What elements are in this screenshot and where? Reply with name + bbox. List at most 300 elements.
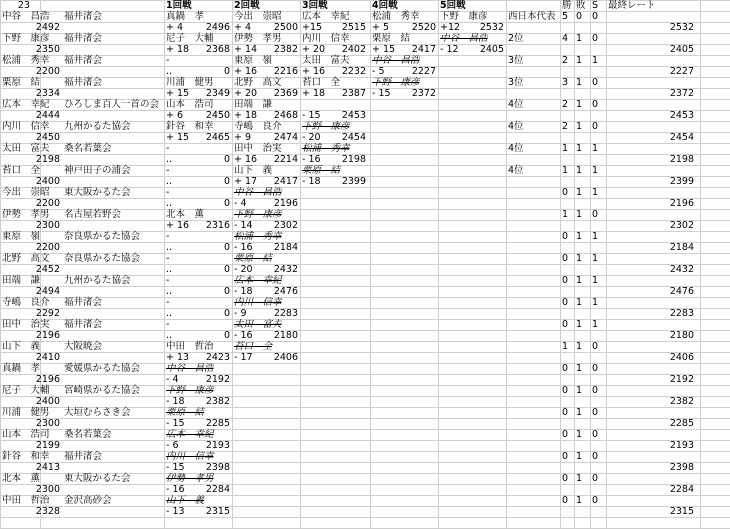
player-wins[interactable]: 4 [562, 33, 569, 44]
player-rating[interactable]: 2328 [35, 506, 60, 517]
player-name[interactable]: 下野 康彦 [2, 33, 50, 44]
match-rating[interactable]: 2454 [341, 132, 366, 143]
match-rating[interactable]: 2465 [205, 132, 230, 143]
player-place[interactable]: 4位 [508, 121, 524, 132]
player-rating[interactable]: 2196 [35, 330, 60, 341]
match-opponent[interactable]: 北本 薫 [166, 209, 205, 220]
match-opponent[interactable]: 苔口 全 [302, 77, 341, 88]
player-name[interactable]: 伊勢 孝男 [2, 209, 50, 220]
match-opponent[interactable]: 松浦 秀幸 [302, 143, 350, 154]
player-losses[interactable]: 1 [576, 385, 583, 396]
player-rating[interactable]: 2350 [35, 44, 60, 55]
match-delta[interactable]: + 18 [234, 110, 258, 121]
match-opponent[interactable]: 広本 幸紀 [234, 275, 282, 286]
match-rating[interactable]: 2450 [205, 110, 230, 121]
player-wins[interactable]: 0 [562, 187, 569, 198]
player-final-rate[interactable]: 2283 [669, 308, 694, 319]
header-s[interactable]: S [592, 0, 599, 11]
match-opponent[interactable]: 尼子 大輔 [166, 33, 214, 44]
match-delta[interactable]: + 20 [234, 88, 258, 99]
match-opponent[interactable]: 太田 富夫 [302, 55, 350, 66]
match-rating[interactable]: 2476 [273, 286, 298, 297]
player-club[interactable]: 福井渚会 [64, 297, 103, 308]
player-wins[interactable]: 0 [562, 231, 569, 242]
player-losses[interactable]: 1 [576, 363, 583, 374]
player-s[interactable]: 0 [592, 473, 599, 484]
match-rating[interactable]: 2453 [341, 110, 366, 121]
player-final-rate[interactable]: 2398 [669, 462, 694, 473]
match-rating[interactable]: 0 [223, 66, 230, 77]
match-delta[interactable]: + 14 [234, 44, 258, 55]
match-delta[interactable]: - 16 [234, 242, 253, 253]
match-opponent[interactable]: 中谷 昌浩 [440, 33, 488, 44]
header-round-3[interactable]: 3回戦 [302, 0, 328, 11]
match-rating[interactable]: 0 [223, 242, 230, 253]
match-opponent[interactable]: 中谷 昌浩 [234, 187, 282, 198]
match-delta[interactable]: + 9 [234, 132, 252, 143]
player-club[interactable]: 大阪暁会 [64, 341, 103, 352]
player-wins[interactable]: 2 [562, 121, 569, 132]
match-rating[interactable]: 2520 [411, 22, 436, 33]
match-rating[interactable]: 2180 [273, 330, 298, 341]
match-rating[interactable]: 2216 [273, 66, 298, 77]
match-opponent[interactable]: 下野 康彦 [166, 385, 214, 396]
match-rating[interactable]: 2515 [341, 22, 366, 33]
player-wins[interactable]: 1 [562, 209, 569, 220]
player-place[interactable]: 4位 [508, 143, 524, 154]
player-rating[interactable]: 2494 [35, 286, 60, 297]
match-opponent[interactable]: 真鍋 孝 [166, 11, 205, 22]
player-final-rate[interactable]: 2382 [669, 396, 694, 407]
player-losses[interactable]: 1 [576, 55, 583, 66]
match-opponent[interactable]: - [166, 253, 170, 264]
match-rating[interactable]: 2474 [273, 132, 298, 143]
match-opponent[interactable]: 苔口 全 [234, 341, 273, 352]
player-place[interactable]: 3位 [508, 77, 524, 88]
player-rating[interactable]: 2444 [35, 110, 60, 121]
player-rating[interactable]: 2400 [35, 396, 60, 407]
player-s[interactable]: 0 [592, 495, 599, 506]
player-s[interactable]: 0 [592, 121, 599, 132]
player-s[interactable]: 1 [592, 187, 599, 198]
player-s[interactable]: 1 [592, 143, 599, 154]
match-delta[interactable]: - 15 [302, 110, 321, 121]
player-losses[interactable]: 1 [576, 99, 583, 110]
player-club[interactable]: 神戸田子の浦会 [64, 165, 131, 176]
player-name[interactable]: 寺嶋 良介 [2, 297, 50, 308]
player-rating[interactable]: 2413 [35, 462, 60, 473]
match-rating[interactable]: 2405 [479, 44, 504, 55]
header-losses[interactable]: 敗 [576, 0, 586, 11]
match-rating[interactable]: 0 [223, 198, 230, 209]
match-delta[interactable]: - 18 [234, 286, 253, 297]
player-losses[interactable]: 1 [576, 341, 583, 352]
match-delta[interactable]: + 20 [302, 44, 326, 55]
match-rating[interactable]: 2283 [273, 308, 298, 319]
match-delta[interactable]: + 5 [372, 22, 390, 33]
player-s[interactable]: 0 [592, 99, 599, 110]
player-final-rate[interactable]: 2285 [669, 418, 694, 429]
player-name[interactable]: 山下 義 [2, 341, 41, 352]
player-club[interactable]: 金沢高砂会 [64, 495, 112, 506]
match-rating[interactable]: 2193 [205, 440, 230, 451]
match-delta[interactable]: - 20 [302, 132, 321, 143]
player-name[interactable]: 内川 信幸 [2, 121, 50, 132]
match-delta[interactable]: +12 [440, 22, 461, 33]
match-delta[interactable]: + 18 [302, 88, 326, 99]
player-wins[interactable]: 1 [562, 165, 569, 176]
player-wins[interactable]: 5 [562, 11, 569, 22]
match-delta[interactable]: - 16 [166, 484, 185, 495]
match-delta[interactable]: .. [166, 66, 173, 77]
player-name[interactable]: 針谷 和幸 [2, 451, 50, 462]
match-opponent[interactable]: 針谷 和幸 [166, 121, 214, 132]
match-opponent[interactable]: 内川 信幸 [166, 451, 214, 462]
match-rating[interactable]: 0 [223, 330, 230, 341]
player-final-rate[interactable]: 2453 [669, 110, 694, 121]
player-s[interactable]: 0 [592, 363, 599, 374]
player-name[interactable]: 田中 治実 [2, 319, 50, 330]
player-losses[interactable]: 1 [576, 33, 583, 44]
match-rating[interactable]: 2382 [205, 396, 230, 407]
match-delta[interactable]: - 16 [302, 154, 321, 165]
player-name[interactable]: 田端 謙 [2, 275, 41, 286]
match-opponent[interactable]: 山下 義 [234, 165, 273, 176]
player-losses[interactable]: 1 [576, 143, 583, 154]
match-rating[interactable]: 2399 [341, 176, 366, 187]
match-delta[interactable]: + 4 [166, 22, 184, 33]
match-delta[interactable]: .. [166, 154, 173, 165]
match-opponent[interactable]: 北野 高文 [234, 77, 282, 88]
match-opponent[interactable]: - [166, 55, 170, 66]
player-final-rate[interactable]: 2302 [669, 220, 694, 231]
player-club[interactable]: 福井渚会 [64, 33, 103, 44]
player-losses[interactable]: 1 [576, 231, 583, 242]
match-opponent[interactable]: 栗原 結 [166, 407, 205, 418]
player-final-rate[interactable]: 2315 [669, 506, 694, 517]
player-wins[interactable]: 0 [562, 429, 569, 440]
match-delta[interactable]: - 14 [234, 220, 253, 231]
match-rating[interactable]: 2387 [341, 88, 366, 99]
player-s[interactable]: 0 [592, 11, 599, 22]
player-final-rate[interactable]: 2372 [669, 88, 694, 99]
match-opponent[interactable]: - [166, 297, 170, 308]
match-delta[interactable]: - 6 [166, 440, 179, 451]
match-delta[interactable]: + 15 [166, 88, 190, 99]
player-wins[interactable]: 0 [562, 451, 569, 462]
player-rating[interactable]: 2199 [35, 440, 60, 451]
match-delta[interactable]: - 15 [166, 418, 185, 429]
player-club[interactable]: 名古屋若野会 [64, 209, 122, 220]
match-opponent[interactable]: 東原 嶺 [234, 55, 273, 66]
header-round-1[interactable]: 1回戦 [166, 0, 192, 11]
match-delta[interactable]: - 5 [372, 66, 385, 77]
match-delta[interactable]: + 15 [372, 44, 396, 55]
player-rating[interactable]: 2492 [35, 22, 60, 33]
player-s[interactable]: 0 [592, 429, 599, 440]
player-club[interactable]: 奈良県かるた協会 [64, 231, 141, 242]
header-round-4[interactable]: 4回戦 [372, 0, 398, 11]
match-rating[interactable]: 2214 [273, 154, 298, 165]
player-wins[interactable]: 0 [562, 275, 569, 286]
player-rating[interactable]: 2200 [35, 66, 60, 77]
match-delta[interactable]: + 15 [166, 132, 190, 143]
match-opponent[interactable]: 内川 信幸 [234, 297, 282, 308]
match-delta[interactable]: + 17 [234, 176, 258, 187]
player-final-rate[interactable]: 2284 [669, 484, 694, 495]
match-rating[interactable]: 2402 [341, 44, 366, 55]
player-wins[interactable]: 1 [562, 341, 569, 352]
match-rating[interactable]: 2315 [205, 506, 230, 517]
match-delta[interactable]: - 18 [302, 176, 321, 187]
player-final-rate[interactable]: 2192 [669, 374, 694, 385]
match-delta[interactable]: + 13 [166, 352, 190, 363]
match-opponent[interactable]: 伊勢 孝男 [166, 473, 214, 484]
match-rating[interactable]: 2372 [411, 88, 436, 99]
player-name[interactable]: 東原 嶺 [2, 231, 41, 242]
match-rating[interactable]: 2184 [273, 242, 298, 253]
player-club[interactable]: 福井渚会 [64, 55, 103, 66]
match-opponent[interactable]: 下野 康彦 [302, 121, 350, 132]
match-delta[interactable]: + 6 [166, 110, 184, 121]
player-rating[interactable]: 2452 [35, 264, 60, 275]
player-club[interactable]: 九州かるた協会 [64, 275, 131, 286]
match-rating[interactable]: 0 [223, 308, 230, 319]
match-delta[interactable]: .. [166, 308, 173, 319]
match-rating[interactable]: 2227 [411, 66, 436, 77]
player-club[interactable]: 奈良県かるた協会 [64, 253, 141, 264]
player-place[interactable]: 4位 [508, 99, 524, 110]
player-losses[interactable]: 1 [576, 407, 583, 418]
match-opponent[interactable]: 下野 康彦 [440, 11, 488, 22]
match-rating[interactable]: 2417 [273, 176, 298, 187]
player-rating[interactable]: 2200 [35, 198, 60, 209]
match-delta[interactable]: + 16 [302, 66, 326, 77]
player-place[interactable]: 3位 [508, 55, 524, 66]
match-rating[interactable]: 2406 [273, 352, 298, 363]
match-delta[interactable]: - 9 [234, 308, 247, 319]
player-s[interactable]: 1 [592, 55, 599, 66]
player-rating[interactable]: 2198 [35, 154, 60, 165]
match-rating[interactable]: 2192 [205, 374, 230, 385]
header-number[interactable]: 23 [17, 0, 30, 11]
player-final-rate[interactable]: 2405 [669, 44, 694, 55]
player-losses[interactable]: 1 [576, 165, 583, 176]
match-delta[interactable]: .. [166, 264, 173, 275]
match-delta[interactable]: + 16 [234, 154, 258, 165]
player-s[interactable]: 0 [592, 77, 599, 88]
player-losses[interactable]: 0 [576, 11, 583, 22]
player-s[interactable]: 1 [592, 275, 599, 286]
match-delta[interactable]: - 4 [234, 198, 247, 209]
player-name[interactable]: 松浦 秀幸 [2, 55, 50, 66]
match-opponent[interactable]: 山本 浩司 [166, 99, 214, 110]
match-rating[interactable]: 2284 [205, 484, 230, 495]
header-round-2[interactable]: 2回戦 [234, 0, 260, 11]
player-rating[interactable]: 2300 [35, 484, 60, 495]
match-opponent[interactable]: 広本 幸紀 [166, 429, 214, 440]
player-losses[interactable]: 1 [576, 473, 583, 484]
player-final-rate[interactable]: 2454 [669, 132, 694, 143]
player-wins[interactable]: 0 [562, 253, 569, 264]
player-club[interactable]: 大垣むらさき会 [64, 407, 131, 418]
match-opponent[interactable]: 下野 康彦 [234, 209, 282, 220]
player-name[interactable]: 太田 富夫 [2, 143, 50, 154]
match-opponent[interactable]: 中谷 昌浩 [166, 363, 214, 374]
player-rating[interactable]: 2200 [35, 242, 60, 253]
match-opponent[interactable]: 中田 哲治 [166, 341, 214, 352]
player-name[interactable]: 苔口 全 [2, 165, 41, 176]
player-s[interactable]: 1 [592, 297, 599, 308]
match-opponent[interactable]: 川浦 健男 [166, 77, 214, 88]
match-rating[interactable]: 2369 [273, 88, 298, 99]
match-rating[interactable]: 2232 [341, 66, 366, 77]
player-s[interactable]: 1 [592, 319, 599, 330]
player-rating[interactable]: 2450 [35, 132, 60, 143]
player-wins[interactable]: 0 [562, 363, 569, 374]
player-s[interactable]: 0 [592, 407, 599, 418]
match-delta[interactable]: - 18 [166, 396, 185, 407]
match-opponent[interactable]: 中谷 昌浩 [372, 55, 420, 66]
player-losses[interactable]: 1 [576, 319, 583, 330]
player-wins[interactable]: 1 [562, 143, 569, 154]
player-club[interactable]: 福井渚会 [64, 451, 103, 462]
player-rating[interactable]: 2410 [35, 352, 60, 363]
player-final-rate[interactable]: 2227 [669, 66, 694, 77]
match-opponent[interactable]: 松浦 秀幸 [372, 11, 420, 22]
player-s[interactable]: 1 [592, 253, 599, 264]
player-s[interactable]: 0 [592, 33, 599, 44]
match-rating[interactable]: 2382 [273, 44, 298, 55]
player-final-rate[interactable]: 2399 [669, 176, 694, 187]
match-delta[interactable]: .. [166, 176, 173, 187]
player-losses[interactable]: 1 [576, 297, 583, 308]
match-opponent[interactable]: 今出 崇昭 [234, 11, 282, 22]
match-rating[interactable]: 2302 [273, 220, 298, 231]
player-wins[interactable]: 0 [562, 319, 569, 330]
match-opponent[interactable]: 下野 康彦 [372, 77, 420, 88]
match-rating[interactable]: 2196 [273, 198, 298, 209]
player-losses[interactable]: 1 [576, 253, 583, 264]
player-name[interactable]: 川浦 健男 [2, 407, 50, 418]
match-opponent[interactable]: - [166, 187, 170, 198]
match-rating[interactable]: 2316 [205, 220, 230, 231]
player-place[interactable]: 西日本代表 [508, 11, 556, 22]
player-club[interactable]: 東大阪かるた会 [64, 187, 131, 198]
match-opponent[interactable]: - [166, 319, 170, 330]
match-rating[interactable]: 2496 [205, 22, 230, 33]
player-final-rate[interactable]: 2196 [669, 198, 694, 209]
match-delta[interactable]: .. [166, 242, 173, 253]
player-final-rate[interactable]: 2180 [669, 330, 694, 341]
match-delta[interactable]: +15 [302, 22, 323, 33]
player-final-rate[interactable]: 2476 [669, 286, 694, 297]
player-losses[interactable]: 1 [576, 451, 583, 462]
player-losses[interactable]: 1 [576, 275, 583, 286]
match-delta[interactable]: + 4 [234, 22, 252, 33]
match-delta[interactable]: - 12 [440, 44, 459, 55]
player-final-rate[interactable]: 2532 [669, 22, 694, 33]
player-s[interactable]: 0 [592, 385, 599, 396]
player-s[interactable]: 0 [592, 341, 599, 352]
player-club[interactable]: 東大阪かるた会 [64, 473, 131, 484]
match-delta[interactable]: .. [166, 330, 173, 341]
player-losses[interactable]: 1 [576, 495, 583, 506]
player-wins[interactable]: 2 [562, 55, 569, 66]
match-delta[interactable]: - 15 [372, 88, 391, 99]
match-rating[interactable]: 0 [223, 286, 230, 297]
match-opponent[interactable]: 寺嶋 良介 [234, 121, 282, 132]
match-opponent[interactable]: - [166, 165, 170, 176]
player-wins[interactable]: 0 [562, 495, 569, 506]
header-final-rate[interactable]: 最終レート [608, 0, 656, 11]
player-club[interactable]: 福井渚会 [64, 319, 103, 330]
match-delta[interactable]: + 18 [166, 44, 190, 55]
player-club[interactable]: 桑名若葉会 [64, 429, 112, 440]
player-name[interactable]: 今出 崇昭 [2, 187, 50, 198]
match-opponent[interactable]: 松浦 秀幸 [234, 231, 282, 242]
match-opponent[interactable]: 伊勢 孝男 [234, 33, 282, 44]
match-opponent[interactable]: 田中 治実 [234, 143, 282, 154]
player-losses[interactable]: 1 [576, 121, 583, 132]
player-rating[interactable]: 2292 [35, 308, 60, 319]
match-delta[interactable]: - 16 [234, 330, 253, 341]
match-rating[interactable]: 0 [223, 154, 230, 165]
player-s[interactable]: 0 [592, 209, 599, 220]
player-club[interactable]: 福井渚会 [64, 77, 103, 88]
match-opponent[interactable]: 栗原 結 [234, 253, 273, 264]
match-rating[interactable]: 2423 [205, 352, 230, 363]
player-place[interactable]: 2位 [508, 33, 524, 44]
match-opponent[interactable]: 山下 義 [166, 495, 205, 506]
match-delta[interactable]: - 17 [234, 352, 253, 363]
match-delta[interactable]: + 16 [234, 66, 258, 77]
player-club[interactable]: 九州かるた協会 [64, 121, 131, 132]
player-rating[interactable]: 2300 [35, 220, 60, 231]
match-delta[interactable]: - 15 [166, 462, 185, 473]
match-rating[interactable]: 2349 [205, 88, 230, 99]
header-wins[interactable]: 勝 [562, 0, 572, 11]
player-name[interactable]: 尼子 大輔 [2, 385, 50, 396]
match-opponent[interactable]: - [166, 231, 170, 242]
player-rating[interactable]: 2196 [35, 374, 60, 385]
player-final-rate[interactable]: 2198 [669, 154, 694, 165]
match-opponent[interactable]: 栗原 結 [302, 165, 341, 176]
player-wins[interactable]: 3 [562, 77, 569, 88]
player-name[interactable]: 中谷 昌浩 [2, 11, 50, 22]
match-opponent[interactable]: 広本 幸紀 [302, 11, 350, 22]
player-club[interactable]: 宮崎県かるた協会 [64, 385, 141, 396]
player-losses[interactable]: 1 [576, 77, 583, 88]
player-final-rate[interactable]: 2184 [669, 242, 694, 253]
match-delta[interactable]: - 20 [234, 264, 253, 275]
player-s[interactable]: 1 [592, 165, 599, 176]
match-rating[interactable]: 2500 [273, 22, 298, 33]
match-rating[interactable]: 2532 [479, 22, 504, 33]
match-delta[interactable]: - 13 [166, 506, 185, 517]
player-rating[interactable]: 2334 [35, 88, 60, 99]
player-name[interactable]: 栗原 結 [2, 77, 41, 88]
match-opponent[interactable]: 田端 謙 [234, 99, 273, 110]
match-rating[interactable]: 2285 [205, 418, 230, 429]
player-rating[interactable]: 2300 [35, 418, 60, 429]
player-losses[interactable]: 1 [576, 429, 583, 440]
player-wins[interactable]: 0 [562, 407, 569, 418]
player-final-rate[interactable]: 2193 [669, 440, 694, 451]
player-s[interactable]: 1 [592, 231, 599, 242]
match-rating[interactable]: 2198 [341, 154, 366, 165]
player-club[interactable]: ひろしま百人一首の会 [64, 99, 160, 110]
